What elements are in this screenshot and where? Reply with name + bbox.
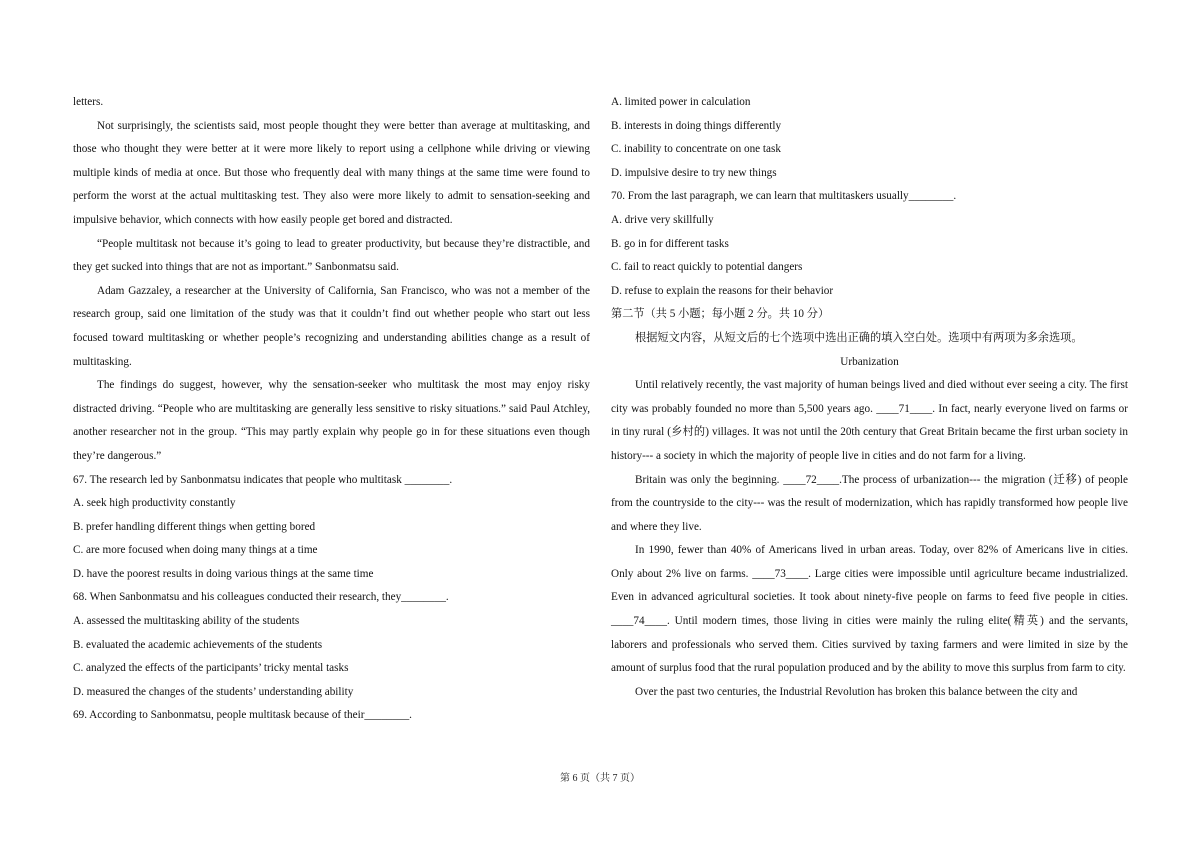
question-69: 69. According to Sanbonmatsu, people multitask because of their________. [73, 709, 412, 722]
question-67: 67. The research led by Sanbonmatsu indicates that people who multitask ________. [73, 473, 453, 486]
left-column [73, 91, 590, 728]
page-footer: 第 6 页（共 7 页） [560, 773, 640, 784]
left-paragraph-not-surprisingly: Not surprisingly, the scientists said, most people thought they were better than average at multitasking, and those who thought they were better at it were more likely to report using a cellphone while driving or viewing multiple kinds of media at once. But those who frequently deal with many things at the same time were found to perform the worst at the actual multitasking test. They also were more likely to admit to sensation-seeking and impulsive behavior, which connects with how easily people get bored and distracted. [73, 119, 590, 226]
section-2-heading: 第二节（共 5 小题；每小题 2 分。共 10 分） [611, 308, 830, 321]
right-column [611, 91, 1128, 704]
question-69-option-d: D. impulsive desire to try new things [611, 166, 777, 179]
question-70-option-a: A. drive very skillfully [611, 213, 714, 226]
question-67-option-c: C. are more focused when doing many things at a time [73, 544, 318, 557]
left-line-1: letters. [73, 96, 104, 108]
question-68: 68. When Sanbonmatsu and his colleagues conducted their research, they________. [73, 591, 449, 604]
passage-paragraph-3: In 1990, fewer than 40% of Americans lived in urban areas. Today, over 82% of Americans live in cities. Only about 2% live on farms. ____73____. Large cities were impossible until agriculture became industrialized. Even in advanced agricultural societies. It took about ninety-five people on farms to feed five people in cities. ____74____. Until modern times, those living in cities were mainly the ruling elite(精英) and the servants, laborers and professionals who served them. Cities survived by taxing farmers and were limited in size by the amount of surplus food that the rural population produced and by the ability to move this surplus from farm to city. [611, 544, 1128, 675]
question-70-option-b: B. go in for different tasks [611, 237, 729, 250]
question-70-option-d: D. refuse to explain the reasons for their behavior [611, 284, 834, 297]
question-68-option-d: D. measured the changes of the students’ understanding ability [73, 685, 354, 698]
passage-title: Urbanization [840, 355, 899, 368]
left-paragraph-quote-sanbonmatsu: “People multitask not because it’s going to lead to greater productivity, but because they’re distractible, and they get sucked into things that are not as important.” Sanbonmatsu said. [73, 237, 590, 274]
section-2-instructions: 根据短文内容，从短文后的七个选项中选出正确的填入空白处。选项中有两项为多余选项。 [635, 331, 1083, 344]
question-70-option-c: C. fail to react quickly to potential dangers [611, 261, 803, 274]
left-paragraph-gazzaley: Adam Gazzaley, a researcher at the University of California, San Francisco, who was not a member of the research group, said one limitation of the study was that it couldn’t find out whether people who start out less focused toward multitasking or whether people’s recognizing and understanding abilities change as a result of multitasking. [73, 284, 590, 368]
question-68-option-a: A. assessed the multitasking ability of the students [73, 615, 300, 628]
question-68-option-c: C. analyzed the effects of the participants’ tricky mental tasks [73, 662, 349, 675]
question-69-option-a: A. limited power in calculation [611, 96, 751, 108]
question-67-option-a: A. seek high productivity constantly [73, 497, 236, 510]
passage-paragraph-1: Until relatively recently, the vast majority of human beings lived and died without ever seeing a city. The first city was probably founded no more than 5,500 years ago. ____71____. In fact, nearly everyone lived on farms or in tiny rural (乡村的) villages. It was not until the 20th century that Great Britain became the first urban society in history--- a society in which the majority of people live in cities and do not farm for a living. [611, 379, 1128, 462]
passage-paragraph-4: Over the past two centuries, the Industrial Revolution has broken this balance between the city and [635, 685, 1078, 698]
passage-paragraph-2: Britain was only the beginning. ____72____.The process of urbanization--- the migration (迁移) of people from the countryside to the city--- was the result of modernization, which has rapidly transformed how people live and where they live. [611, 473, 1128, 533]
question-69-option-b: B. interests in doing things differently [611, 119, 782, 132]
question-70: 70. From the last paragraph, we can learn that multitaskers usually________. [611, 190, 957, 203]
left-paragraph-findings: The findings do suggest, however, why the sensation-seeker who multitask the most may enjoy risky distracted driving. “People who are multitasking are generally less sensitive to risky situations.” said Paul Atchley, another researcher not in the group. “This may partly explain why people go in for these situations even though they’re dangerous.” [73, 379, 590, 462]
question-67-option-d: D. have the poorest results in doing various things at the same time [73, 567, 374, 580]
question-69-option-c: C. inability to concentrate on one task [611, 143, 781, 156]
question-68-option-b: B. evaluated the academic achievements of the students [73, 638, 323, 651]
question-67-option-b: B. prefer handling different things when getting bored [73, 520, 316, 533]
